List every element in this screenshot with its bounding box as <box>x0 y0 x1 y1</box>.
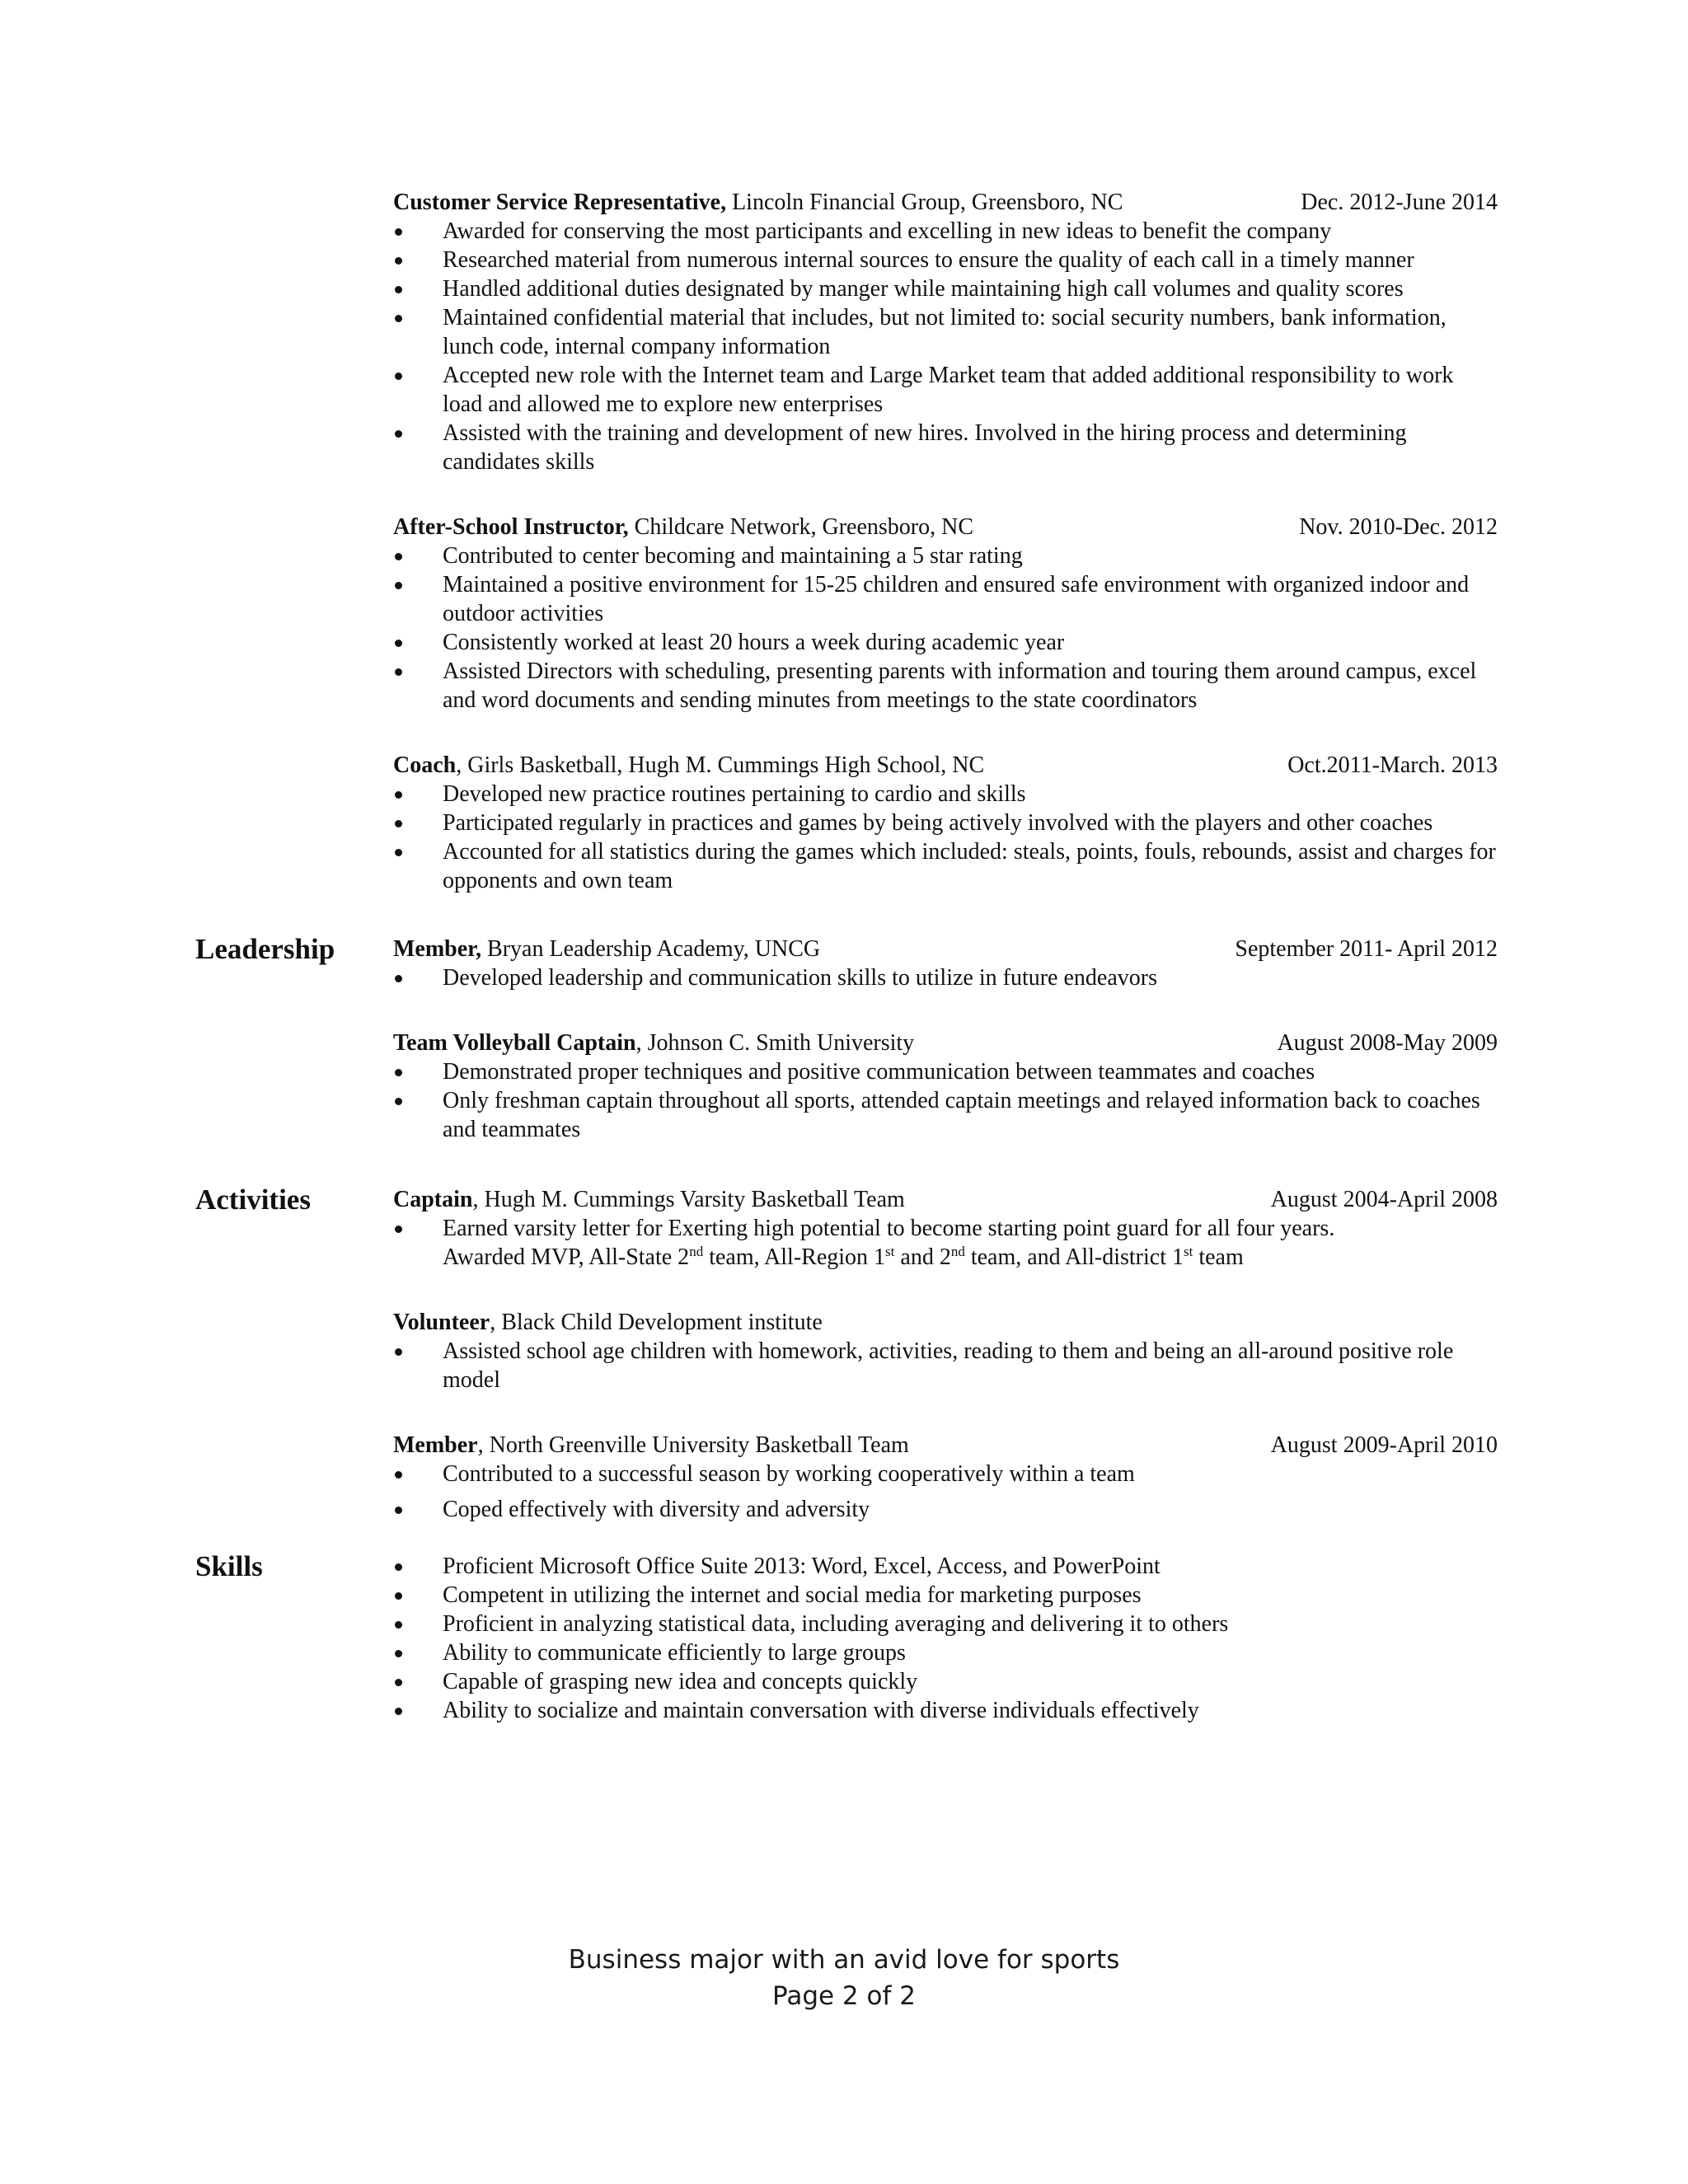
entry-role: Captain <box>393 1187 473 1212</box>
entry-org: , Black Child Development institute <box>490 1310 823 1335</box>
entry-role: Volunteer <box>393 1310 490 1335</box>
skill-item: Ability to communicate efficiently to large groups <box>393 1638 1498 1667</box>
entry-dates: Oct.2011-March. 2013 <box>1287 752 1498 778</box>
activities-section <box>195 1185 1498 1524</box>
entry-title <box>393 513 973 541</box>
entry-org: , North Greenville University Basketball Team <box>477 1432 909 1458</box>
award-text: Awarded MVP, All-State 2 <box>443 1244 690 1270</box>
bullet-item: Maintained a positive environment for 15-25 children and ensured safe environment with organized indoor and outdoor activities <box>393 570 1498 628</box>
activity-entry <box>393 1308 1498 1394</box>
footer-tagline: Business major with an avid love for sports <box>568 1945 1120 1975</box>
bullet-item: Accounted for all statistics during the games which included: steals, points, fouls, rebounds, assist and charges for opponents and own team <box>393 837 1498 895</box>
ordinal-suffix: st <box>1184 1244 1193 1259</box>
bullet-item: Participated regularly in practices and games by being actively involved with the players and other coaches <box>393 808 1498 837</box>
entry-title <box>393 1029 914 1057</box>
bullet-item <box>393 1214 1498 1272</box>
bullet-item: Contributed to a successful season by working cooperatively within a team <box>393 1460 1498 1488</box>
entry-heading <box>393 1185 1498 1214</box>
skill-item: Capable of grasping new idea and concepts quickly <box>393 1667 1498 1696</box>
entry-role: Member <box>393 1432 478 1458</box>
activities-body <box>393 1185 1498 1524</box>
entry-role: Coach <box>393 752 457 778</box>
bullet-item: Assisted Directors with scheduling, presenting parents with information and touring them around campus, excel and word documents and sending minutes from meetings to the state coordinators <box>393 657 1498 715</box>
bullet-item: Developed leadership and communication skills to utilize in future endeavors <box>393 963 1498 992</box>
leadership-section <box>195 935 1498 1144</box>
activity-entry <box>393 1431 1498 1524</box>
entry-heading <box>393 1431 1498 1460</box>
section-gap <box>195 895 1498 935</box>
section-heading-skills: Skills <box>195 1550 263 1582</box>
bullet-item: Researched material from numerous internal sources to ensure the quality of each call in a timely manner <box>393 246 1498 274</box>
bullet-item: Demonstrated proper techniques and positive communication between teammates and coaches <box>393 1057 1498 1086</box>
entry-role: Team Volleyball Captain <box>393 1030 636 1056</box>
bullet-item: Assisted with the training and development of new hires. Involved in the hiring process and determining candidates skills <box>393 419 1498 476</box>
entry-dates: August 2009-April 2010 <box>1270 1432 1498 1458</box>
entry-heading <box>393 1308 1498 1337</box>
entry-org: , Johnson C. Smith University <box>635 1030 915 1056</box>
entry-title <box>393 188 1123 217</box>
bullet-item: Handled additional duties designated by manger while maintaining high call volumes and quality scores <box>393 274 1498 303</box>
entry-org: , Girls Basketball, Hugh M. Cummings High School, NC <box>456 752 985 778</box>
bullet-item: Contributed to center becoming and maintaining a 5 star rating <box>393 541 1498 570</box>
entry-dates: Nov. 2010-Dec. 2012 <box>1299 514 1498 540</box>
entry-role: Member, <box>393 936 482 962</box>
ordinal-suffix: st <box>885 1244 895 1259</box>
bullet-list <box>393 780 1498 895</box>
skill-item: Competent in utilizing the internet and social media for marketing purposes <box>393 1581 1498 1610</box>
entry-heading <box>393 188 1498 217</box>
section-heading-activities: Activities <box>195 1183 311 1216</box>
entry-dates: August 2004-April 2008 <box>1270 1187 1498 1212</box>
leadership-body <box>393 935 1498 1144</box>
skill-item: Proficient Microsoft Office Suite 2013: Word, Excel, Access, and PowerPoint <box>393 1552 1498 1581</box>
bullet-item: Awarded for conserving the most participants and excelling in new ideas to benefit the company <box>393 217 1498 246</box>
award-text: team, and All-district 1 <box>964 1244 1184 1270</box>
entry-title <box>393 1185 905 1214</box>
entry-title <box>393 1431 909 1460</box>
entry-heading <box>393 935 1498 963</box>
entry-org: , Hugh M. Cummings Varsity Basketball Team <box>472 1187 905 1212</box>
leadership-entry <box>393 935 1498 992</box>
bullet-item: Developed new practice routines pertaining to cardio and skills <box>393 780 1498 808</box>
entry-role: After-School Instructor, <box>393 514 629 540</box>
job-entry <box>393 188 1498 476</box>
skills-body <box>393 1552 1498 1725</box>
leadership-entry <box>393 1029 1498 1144</box>
section-gap <box>195 1144 1498 1185</box>
ordinal-suffix: nd <box>689 1244 704 1259</box>
skill-item: Ability to socialize and maintain conversation with diverse individuals effectively <box>393 1696 1498 1725</box>
skills-section <box>195 1552 1498 1725</box>
entry-role: Customer Service Representative, <box>393 190 727 215</box>
bullet-list <box>393 1057 1498 1144</box>
entry-org: Childcare Network, Greensboro, NC <box>628 514 974 540</box>
entry-title <box>393 1308 823 1337</box>
entry-heading <box>393 513 1498 541</box>
skills-list <box>393 1552 1498 1725</box>
ordinal-suffix: nd <box>950 1244 965 1259</box>
bullet-list <box>393 1337 1498 1394</box>
resume-content <box>195 188 1498 1725</box>
section-gap <box>195 1524 1498 1552</box>
bullet-list <box>393 217 1498 476</box>
job-entry <box>393 513 1498 715</box>
entry-title <box>393 935 820 963</box>
bullet-list <box>393 963 1498 992</box>
bullet-item: Only freshman captain throughout all sports, attended captain meetings and relayed information back to coaches and teammates <box>393 1086 1498 1144</box>
bullet-item: Consistently worked at least 20 hours a week during academic year <box>393 628 1498 657</box>
award-text: team, All-Region 1 <box>703 1244 886 1270</box>
bullet-item: Coped effectively with diversity and adversity <box>393 1495 1498 1524</box>
bullet-item: Accepted new role with the Internet team and Large Market team that added additional responsibility to work load and allowed me to explore new enterprises <box>393 361 1498 419</box>
page-footer <box>0 1942 1688 2014</box>
bullet-line: Earned varsity letter for Exerting high potential to become starting point guard for all four years. <box>443 1216 1335 1241</box>
page-number: Page 2 of 2 <box>772 1981 916 2011</box>
experience-section <box>195 188 1498 895</box>
award-text: and 2 <box>894 1244 951 1270</box>
activity-entry <box>393 1185 1498 1272</box>
experience-body <box>393 188 1498 895</box>
award-text: team <box>1193 1244 1244 1270</box>
entry-title <box>393 751 984 780</box>
job-entry <box>393 751 1498 895</box>
entry-heading <box>393 1029 1498 1057</box>
entry-dates: August 2008-May 2009 <box>1277 1030 1498 1056</box>
bullet-list <box>393 541 1498 715</box>
bullet-item: Maintained confidential material that includes, but not limited to: social security numbers, bank information, lunch code, internal company information <box>393 303 1498 361</box>
bullet-list <box>393 1460 1498 1524</box>
entry-dates: September 2011- April 2012 <box>1235 936 1498 962</box>
entry-org: Bryan Leadership Academy, UNCG <box>481 936 821 962</box>
entry-heading <box>393 751 1498 780</box>
entry-org: Lincoln Financial Group, Greensboro, NC <box>726 190 1123 215</box>
section-heading-leadership: Leadership <box>195 933 335 965</box>
bullet-item: Assisted school age children with homework, activities, reading to them and being an all-around positive role model <box>393 1337 1498 1394</box>
skill-item: Proficient in analyzing statistical data, including averaging and delivering it to others <box>393 1610 1498 1638</box>
bullet-list <box>393 1214 1498 1272</box>
entry-dates: Dec. 2012-June 2014 <box>1301 190 1498 215</box>
